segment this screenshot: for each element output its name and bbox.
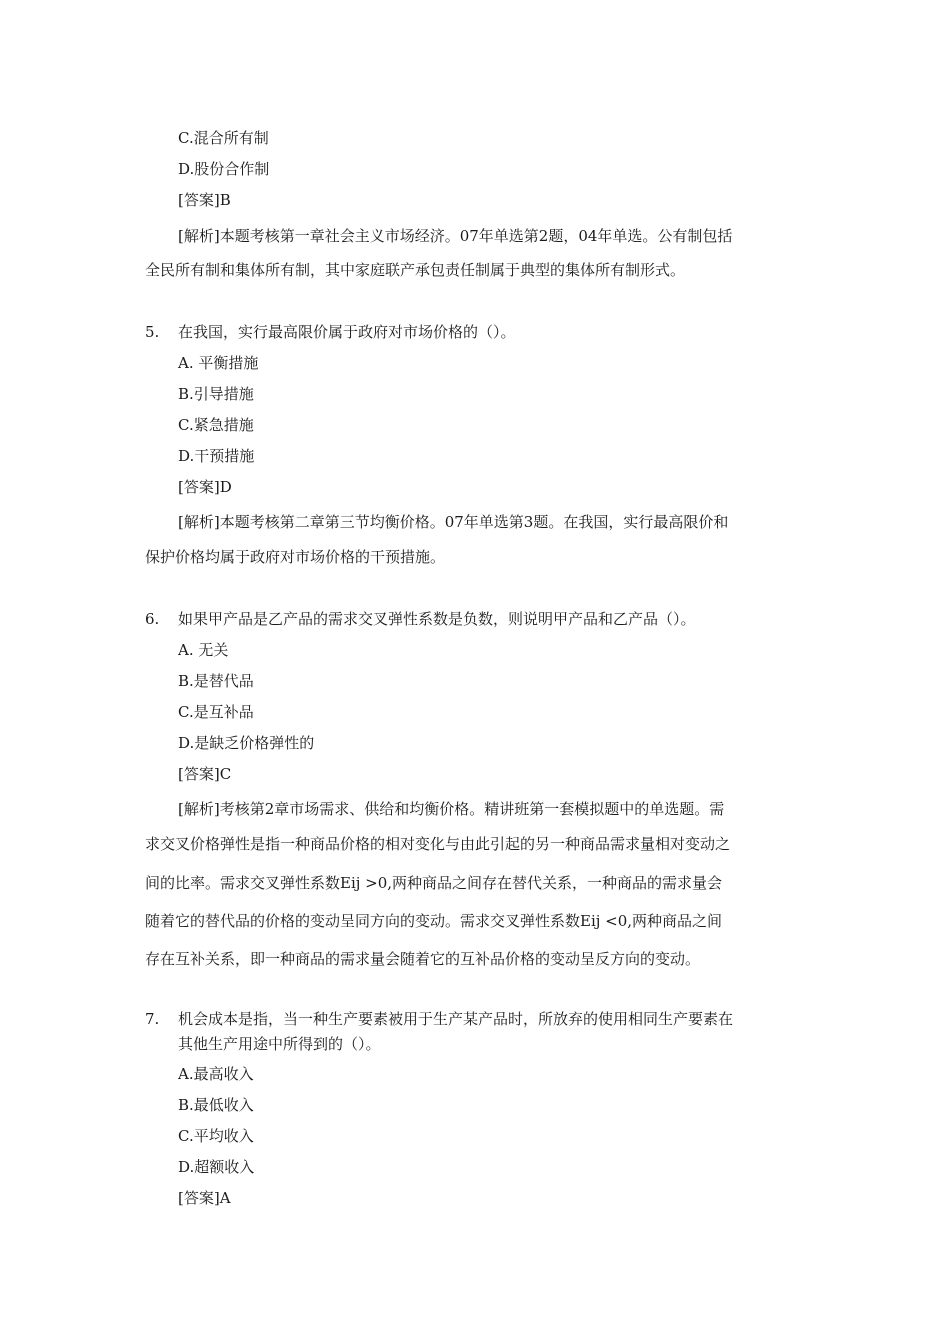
answer: [答案]A (178, 1189, 231, 1207)
option-d: D.超额收入 (178, 1158, 255, 1176)
question-text: 在我国，实行最高限价属于政府对市场价格的（）。 (178, 323, 516, 341)
question-number: 5. (145, 323, 160, 341)
question-number: 6. (145, 610, 160, 628)
analysis-line: [解析]本题考核第二章第三节均衡价格。07年单选第3题。在我国，实行最高限价和 (178, 513, 729, 531)
analysis-line: [解析]考核第2章市场需求、供给和均衡价格。精讲班第一套模拟题中的单选题。需 (178, 800, 725, 818)
option-d: D.股份合作制 (178, 160, 270, 178)
question-text: 机会成本是指，当一种生产要素被用于生产某产品时，所放弃的使用相同生产要素在 (178, 1010, 734, 1028)
analysis-line: 求交叉价格弹性是指一种商品价格的相对变化与由此引起的另一种商品需求量相对变动之 (145, 835, 731, 853)
option-c: C.紧急措施 (178, 416, 254, 434)
question-text: 如果甲产品是乙产品的需求交叉弹性系数是负数，则说明甲产品和乙产品（）。 (178, 610, 696, 628)
analysis-line: [解析]本题考核第一章社会主义市场经济。07年单选第2题，04年单选。公有制包括 (178, 227, 733, 245)
analysis-line: 随着它的替代品的价格的变动呈同方向的变动。需求交叉弹性系数Eij <0,两种商品之间 (145, 912, 723, 930)
option-a: A. 无关 (178, 641, 229, 659)
option-a: A. 平衡措施 (178, 354, 259, 372)
answer: [答案]C (178, 765, 232, 783)
option-c: C.混合所有制 (178, 129, 269, 147)
analysis-line: 存在互补关系，即一种商品的需求量会随着它的互补品价格的变动呈反方向的变动。 (145, 950, 701, 968)
analysis-line: 全民所有制和集体所有制，其中家庭联产承包责任制属于典型的集体所有制形式。 (145, 261, 686, 279)
answer: [答案]D (178, 478, 232, 496)
analysis-line: 间的比率。需求交叉弹性系数Eij >0,两种商品之间存在替代关系，一种商品的需求量会 (145, 874, 723, 892)
option-d: D.干预措施 (178, 447, 255, 465)
question-text: 其他生产用途中所得到的（）。 (178, 1035, 381, 1053)
option-b: B.是替代品 (178, 672, 254, 690)
option-c: C.是互补品 (178, 703, 254, 721)
option-a: A.最高收入 (178, 1065, 254, 1083)
option-b: B.引导措施 (178, 385, 254, 403)
option-d: D.是缺乏价格弹性的 (178, 734, 315, 752)
answer: [答案]B (178, 191, 231, 209)
question-number: 7. (145, 1010, 160, 1028)
analysis-line: 保护价格均属于政府对市场价格的干预措施。 (145, 548, 446, 566)
option-b: B.最低收入 (178, 1096, 254, 1114)
option-c: C.平均收入 (178, 1127, 254, 1145)
